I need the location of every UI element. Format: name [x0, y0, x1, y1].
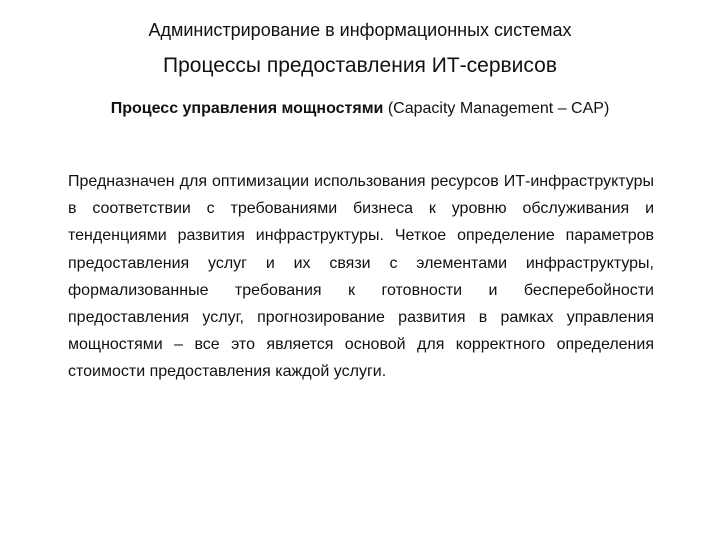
process-description: Предназначен для оптимизации использования ресурсов ИТ-инфраструктуры в соответствии с требованиями бизнеса к уровню обслуживания и тенденциями развития инфраструктуры. Четкое определение параметров предоставления услуг и их связи с элементами инфраструктуры, формализованные требования к готовности и бесперебойности предоставления услуг, прогнозирование развития в рамках управления мощностями – все это является основой для корректного определения стоимости предоставления каждой услуги.: [68, 173, 654, 381]
course-title: Администрирование в информационных системах: [148, 20, 572, 40]
process-name: Процесс управления мощностями: [110, 100, 384, 117]
process-subtitle: [0, 98, 720, 120]
section-title: Процессы предоставления ИТ-сервисов: [163, 54, 557, 77]
process-abbreviation: (Capacity Management – CAP): [383, 100, 610, 117]
